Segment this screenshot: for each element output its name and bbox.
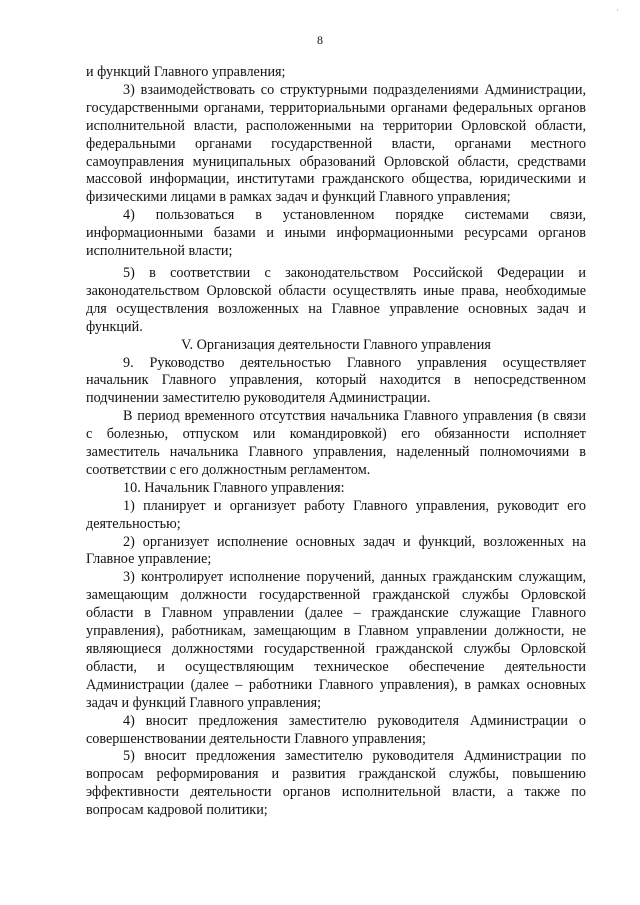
section-title: V. Организация деятельности Главного управления xyxy=(181,336,491,353)
corner-mark: · xyxy=(616,6,619,15)
document-body xyxy=(86,64,586,820)
paragraph: В период временного отсутствия начальника Главного управления (в связи с болезнью, отпуском или командировкой) его обязанности исполняет заместитель начальника Главного управления, наделенный полномочиями в соответствии с его должностным регламентом. xyxy=(86,408,586,478)
paragraph: и функций Главного управления; xyxy=(86,64,286,80)
paragraph: 5) вносит предложения заместителю руководителя Администрации по вопросам реформирования и развития гражданской службы, повышению эффективности деятельности органов исполнительной власти, а также по вопросам кадровой политики; xyxy=(86,748,586,819)
paragraph: 4) вносит предложения заместителю руководителя Администрации о совершенствовании деятельности Главного управления; xyxy=(86,712,586,747)
paragraph: 2) организует исполнение основных задач и функций, возложенных на Главное управление; xyxy=(86,533,586,568)
paragraph: 9. Руководство деятельностью Главного управления осуществляет начальник Главного управления, который находится в непосредственном подчинении заместителю руководителя Администрации. xyxy=(86,354,586,407)
paragraph: 3) контролирует исполнение поручений, данных гражданским служащим, замещающим должности государственной гражданской службы Орловской области в Главном управлении (далее – гражданские служащие Главного управления), работникам, замещающим в Главном управлении должности, не являющиеся должностями государственной гражданской службы Орловской области, и осуществляющим техническое обеспечение деятельности Администрации (далее – работники Главного управления), в рамках основных задач и функций Главного управления; xyxy=(86,569,586,711)
paragraph: 1) планирует и организует работу Главного управления, руководит его деятельностью; xyxy=(86,497,586,532)
page-number: 8 xyxy=(317,33,323,47)
paragraph: 3) взаимодействовать со структурными подразделениями Администрации, государственными органами, территориальными органами федеральных органов исполнительной власти, расположенными на территории Орловской области, федеральными органами государственной власти, органами местного самоуправления муниципальных образований Орловской области, средствами массовой информации, институтами гражданского общества, юридическими и физическими лицами в рамках задач и функций Главного управления; xyxy=(86,81,586,206)
paragraph: 4) пользоваться в установленном порядке системами связи, информационными базами и иными информационными ресурсами органов исполнительной власти; xyxy=(86,207,586,260)
paragraph: 5) в соответствии с законодательством Российской Федерации и законодательством Орловской области осуществлять иные права, необходимые для осуществления возложенных на Главное управление основных задач и функций. xyxy=(86,264,586,335)
paragraph: 10. Начальник Главного управления: xyxy=(123,479,345,496)
